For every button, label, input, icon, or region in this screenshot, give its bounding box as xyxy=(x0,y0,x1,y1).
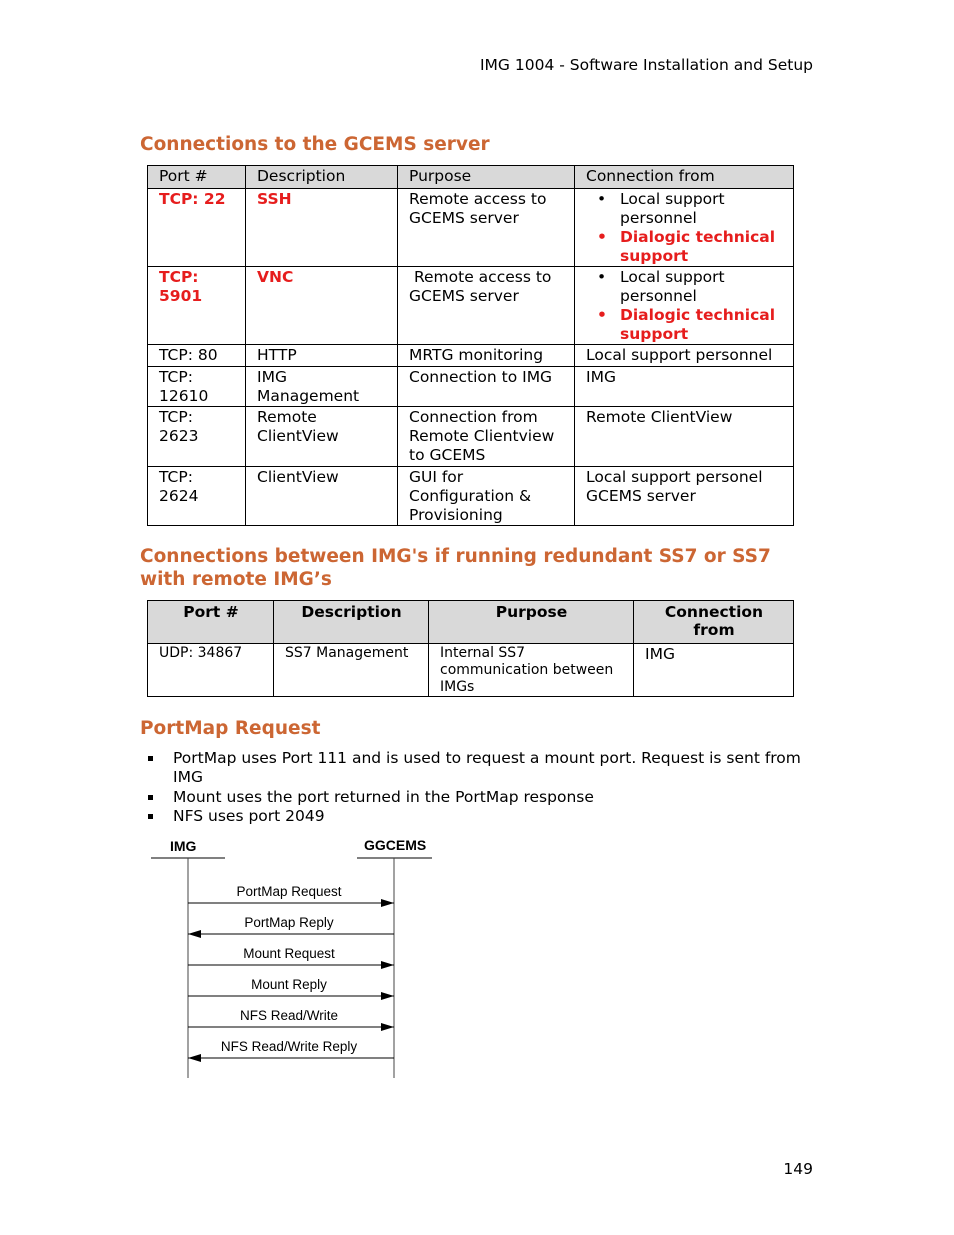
port-cell: TCP: 5901 xyxy=(148,267,246,345)
heading-line: with remote IMG’s xyxy=(140,569,332,590)
port-cell: TCP: 2623 xyxy=(148,407,246,467)
arrowhead-icon xyxy=(381,961,394,969)
purpose-cell: Connection from Remote Clientview to GCEMS xyxy=(398,407,575,467)
column-header-port: Port # xyxy=(148,166,246,189)
column-header-purpose: Purpose xyxy=(429,601,634,644)
connection-line: GCEMS server xyxy=(586,487,696,505)
list-item: • Dialogic technical support xyxy=(607,306,783,344)
connection-cell: Local support personnel xyxy=(575,345,794,367)
arrowhead-icon xyxy=(188,930,201,938)
lifeline-label-img: IMG xyxy=(170,838,197,854)
purpose-cell: Internal SS7 communication between IMGs xyxy=(429,644,634,697)
column-header-port: Port # xyxy=(148,601,274,644)
heading-line: Connections between IMG's if running redundant SS7 or SS7 xyxy=(140,546,771,567)
column-header-connection-from: Connection from xyxy=(634,601,794,644)
arrowhead-icon xyxy=(381,992,394,1000)
port-cell: TCP: 80 xyxy=(148,345,246,367)
message-label: NFS Read/Write xyxy=(239,1008,339,1023)
column-header-description: Description xyxy=(246,166,398,189)
connection-cell: IMG xyxy=(634,644,794,697)
connection-cell: Remote ClientView xyxy=(575,407,794,467)
arrowhead-icon xyxy=(381,899,394,907)
bullet-text: NFS uses port 2049 xyxy=(173,806,325,825)
message-label: PortMap Reply xyxy=(244,915,334,930)
message-label: Mount Reply xyxy=(251,977,327,992)
message-group xyxy=(188,884,394,1062)
connection-cell: IMG xyxy=(575,367,794,407)
column-header-description: Description xyxy=(274,601,429,644)
port-cell: TCP: 2624 xyxy=(148,467,246,526)
arrowhead-icon xyxy=(381,1023,394,1031)
description-cell: VNC xyxy=(246,267,398,345)
section-heading-portmap: PortMap Request xyxy=(140,718,321,739)
arrowhead-icon xyxy=(188,1054,201,1062)
description-cell: Remote ClientView xyxy=(246,407,398,467)
port-cell: TCP: 12610 xyxy=(148,367,246,407)
list-item: • Dialogic technical support xyxy=(607,228,783,266)
port-cell: TCP: 22 xyxy=(148,189,246,267)
list-item: • Local support personnel xyxy=(607,268,783,306)
message-label: Mount Request xyxy=(243,946,335,961)
description-cell: SSH xyxy=(246,189,398,267)
connection-line: Local support personel xyxy=(586,468,763,486)
bullet-text: PortMap uses Port 111 and is used to request a mount port. Request is sent from IMG xyxy=(173,749,801,787)
section-heading-gcems-connections: Connections to the GCEMS server xyxy=(140,134,490,155)
purpose-cell: MRTG monitoring xyxy=(398,345,575,367)
purpose-cell: Connection to IMG xyxy=(398,367,575,407)
message-label: PortMap Request xyxy=(236,884,342,899)
description-cell: ClientView xyxy=(246,467,398,526)
description-cell: SS7 Management xyxy=(274,644,429,697)
bullet-text: Mount uses the port returned in the PortMap response xyxy=(173,787,594,806)
message-label: NFS Read/Write Reply xyxy=(220,1039,358,1054)
description-cell: IMG Management xyxy=(246,367,398,407)
running-header: IMG 1004 - Software Installation and Setup xyxy=(479,56,813,74)
port-cell: UDP: 34867 xyxy=(148,644,274,697)
column-header-purpose: Purpose xyxy=(398,166,575,189)
page-number: 149 xyxy=(783,1160,813,1178)
list-item: • Local support personnel xyxy=(607,190,783,228)
purpose-cell: GUI for Configuration & Provisioning xyxy=(398,467,575,526)
purpose-cell: Remote access to GCEMS server xyxy=(398,267,575,345)
description-cell: HTTP xyxy=(246,345,398,367)
purpose-cell: Remote access to GCEMS server xyxy=(398,189,575,267)
column-header-connection-from: Connection from xyxy=(575,166,794,189)
lifeline-label-gcems: GGCEMS xyxy=(364,837,427,853)
